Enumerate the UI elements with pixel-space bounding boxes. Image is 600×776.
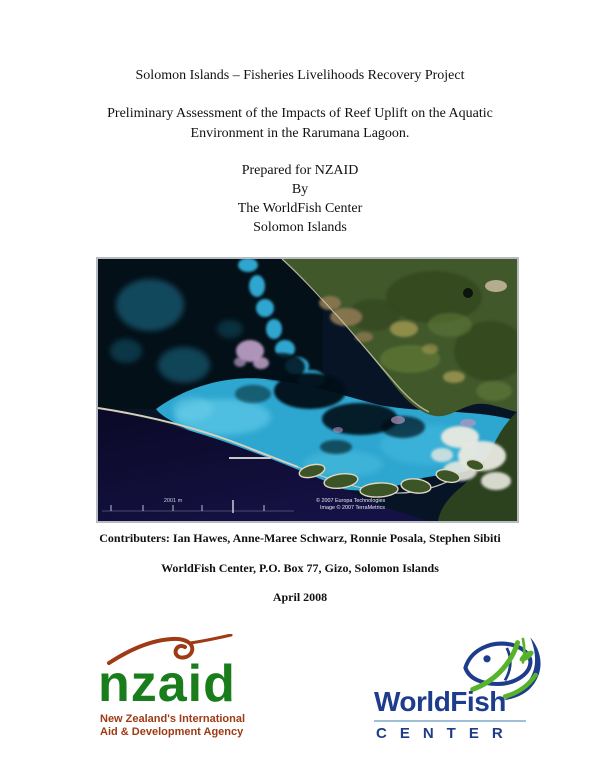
prepared-for: Prepared for NZAID: [241, 163, 359, 178]
address-line: WorldFish Center, P.O. Box 77, Gizo, Solomon Islands: [161, 561, 439, 575]
prepared-by-label: By: [291, 182, 309, 197]
map-credit-line2: Image © 2007 TerraMetrics: [320, 505, 385, 511]
nzaid-logo: [88, 632, 263, 767]
date-line: April 2008: [272, 590, 328, 604]
map-clearing: [485, 280, 507, 292]
prepared-by-location: Solomon Islands: [253, 220, 347, 235]
satellite-map: [96, 257, 519, 523]
nzaid-tagline-line1: New Zealand's International: [100, 713, 246, 725]
map-credit-line1: © 2007 Europa Technologies: [316, 498, 386, 504]
nzaid-wordmark: nzaid: [98, 655, 236, 713]
page-subtitle-line1: Preliminary Assessment of the Impacts of Reef Uplift on the Aquatic: [107, 106, 493, 121]
page-subtitle-line2: Environment in the Rarumana Lagoon.: [190, 125, 410, 141]
map-pond: [463, 288, 473, 298]
page-subtitle: [0, 104, 600, 143]
nzaid-tagline: [100, 713, 245, 739]
page-title: Solomon Islands – Fisheries Livelihoods Recovery Project: [135, 68, 465, 83]
nzaid-tagline-line2: Aid & Development Agency: [100, 726, 244, 738]
worldfish-wordmark: WorldFish: [374, 686, 506, 717]
prepared-block: [0, 161, 600, 237]
contributors-line: Contributers: Ian Hawes, Anne-Maree Schwarz, Ronnie Posala, Stephen Sibiti: [99, 531, 501, 545]
worldfish-divider: [374, 720, 526, 722]
worldfish-logo: [372, 628, 557, 763]
map-scale-label: 2001 m: [163, 498, 183, 504]
satellite-map-graphic: [98, 259, 517, 521]
map-scale-line: [229, 457, 271, 459]
worldfish-center-label: CENTER: [376, 725, 516, 742]
prepared-by-org: The WorldFish Center: [237, 201, 363, 216]
